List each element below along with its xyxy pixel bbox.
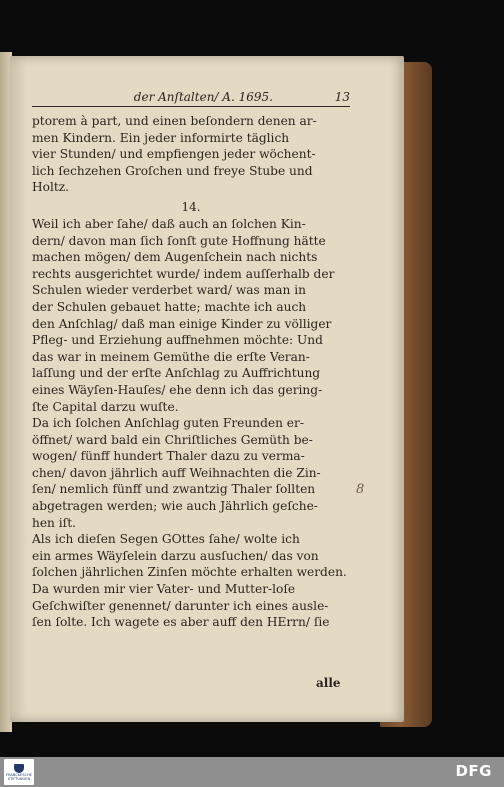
text-line: Pfleg- und Erziehung auffnehmen möchte: Und — [32, 333, 323, 348]
text-line: ſen/ nemlich fünff und zwantzig Thaler ſollten — [32, 482, 316, 497]
text-line: Weil ich aber ſahe/ daß auch an ſolchen Kin- — [32, 216, 306, 231]
text-line: wogen/ fünff hundert Thaler dazu zu verma- — [32, 449, 305, 464]
text-line: der Schulen gebauet hatte; machte ich auch — [32, 299, 307, 314]
institution-logo[interactable] — [4, 759, 34, 785]
dfg-logo[interactable]: DFG — [455, 762, 492, 780]
text-line: den Anſchlag/ daß man einige Kinder zu völliger — [32, 316, 332, 331]
text-line: ſte Capital darzu wuſte. — [32, 399, 179, 414]
paragraph-1 — [32, 113, 350, 196]
text-line: hen iſt. — [32, 515, 76, 530]
page-number: 13 — [334, 90, 350, 104]
text-line: Da ich ſolchen Anſchlag guten Freunden er- — [32, 416, 304, 431]
text-line: vier Stunden/ und empfiengen jeder wöchent- — [32, 147, 316, 162]
paragraph-4 — [32, 531, 350, 631]
text-line: ein armes Wäyſelein darzu ausſuchen/ das von — [32, 548, 319, 563]
text-line: abgetragen werden; wie auch Jährlich geſche- — [32, 499, 318, 514]
text-line: rechts ausgerichtet wurde/ indem auſſerhalb der — [32, 266, 335, 281]
crest-icon — [14, 764, 24, 773]
text-line: machen mögen/ dem Augenſchein nach nichts — [32, 250, 318, 265]
section-number: 14. — [181, 199, 201, 214]
text-line: ptorem à part, und einen beſondern denen ar- — [32, 114, 317, 128]
running-header — [32, 90, 350, 107]
text-line: Schulen wieder verderbet ward/ was man in — [32, 283, 306, 298]
text-line: ſolchen jährlichen Zinſen möchte erhalten werden. — [32, 565, 347, 580]
viewer-footer-bar — [0, 757, 504, 787]
paragraph-2 — [32, 216, 350, 415]
text-line: Als ich dieſen Segen GOttes ſahe/ wolte ich — [32, 532, 300, 547]
text-line: ſen ſolte. Ich wagete es aber auff den HErrn/ ſie — [32, 615, 330, 630]
text-line: Geſchwiſter genennet/ darunter ich eines ausle- — [32, 598, 329, 613]
text-line: dern/ davon man ſich ſonſt gute Hoffnung hätte — [32, 233, 326, 248]
text-line: öffnet/ ward bald ein Chriſtliches Gemüth be- — [32, 432, 313, 447]
text-line: das war in meinem Gemüthe die erſte Veran- — [32, 349, 310, 364]
paragraph-3 — [32, 415, 350, 531]
text-line: chen/ davon jährlich auff Weihnachten die Zin- — [32, 465, 321, 480]
header-title: der Anſtalten/ A. 1695. — [133, 90, 273, 104]
text-line: Holtz. — [32, 180, 70, 195]
text-line: Da wurden mir vier Vater- und Mutter-loſe — [32, 582, 296, 597]
text-line: men Kindern. Ein jeder informirte täglich — [32, 130, 290, 145]
page-content — [32, 90, 350, 631]
text-line: eines Wäyſen-Hauſes/ ehe denn ich das gering- — [32, 382, 323, 397]
margin-note: 8 — [356, 482, 365, 497]
book-page — [10, 56, 404, 722]
catchword: alle — [316, 676, 341, 690]
text-line: lich ſechzehen Groſchen und freye Stube und — [32, 163, 313, 178]
text-line: laſſung und der erſte Anſchlag zu Auffrichtung — [32, 366, 321, 381]
logo-text: FRANCKESCHE STIFTUNGEN — [6, 772, 32, 781]
